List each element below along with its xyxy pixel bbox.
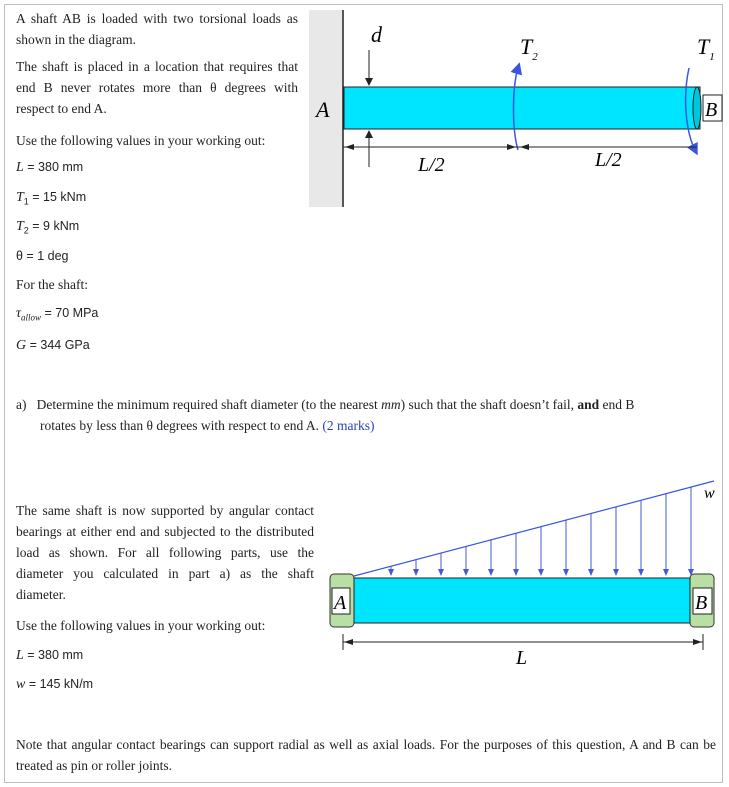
label-T1-sub: 1	[709, 51, 715, 63]
part2-paragraph: The same shaft is now supported by angular contact bearings at either end and subjected to the distributed load as shown. For all following parts, use the diameter you calculated in part a) as the shaft diameter.	[16, 503, 314, 602]
label-T2-main: T	[520, 34, 533, 59]
load-arrow-head	[563, 569, 569, 576]
var-subscript: allow	[21, 312, 42, 323]
label-w: w	[704, 485, 715, 502]
question-a-and: and	[577, 397, 600, 412]
var-value: = 15 kNm	[28, 190, 87, 204]
var-value: = 145 kN/m	[25, 677, 94, 691]
label-T2	[520, 34, 538, 63]
var-subscript: 2	[23, 225, 29, 236]
part2-use-values: Use the following values in your working out:	[16, 618, 266, 633]
label-L-half-1: L/2	[418, 154, 445, 176]
label-B-bearing: B	[695, 592, 708, 614]
dim-arrow-L-right	[693, 639, 702, 645]
shaft-body-2	[354, 578, 690, 623]
load-arrow-head	[638, 569, 644, 576]
label-L: L	[516, 647, 528, 669]
question-a-unit: mm	[381, 397, 401, 412]
given-theta	[16, 249, 68, 263]
question-a-line2: rotates by less than θ degrees with respect to end A.	[40, 418, 323, 433]
intro-paragraph-2: The shaft is placed in a location that requires that end B never rotates more than θ degrees with respect to end A.	[16, 59, 298, 116]
label-A-end: A	[316, 97, 330, 122]
given-tau-allow	[16, 306, 98, 323]
load-arrow-head	[388, 569, 394, 576]
var-value: = 380 mm	[23, 648, 84, 662]
intro-paragraph-3: Use the following values in your working out:	[16, 133, 266, 148]
load-arrow-head	[588, 569, 594, 576]
var-symbol: τ	[16, 306, 22, 321]
dim-arrow-L-left	[344, 639, 353, 645]
load-envelope	[354, 481, 714, 576]
var-symbol: G	[16, 338, 27, 353]
question-a-prefix: a)	[16, 397, 27, 412]
var-subscript: 1	[23, 196, 29, 207]
var-value: = 1 deg	[22, 249, 69, 263]
var-value: = 9 kNm	[28, 219, 80, 233]
given-G	[16, 338, 90, 354]
label-T1-main: T	[697, 34, 710, 59]
var-symbol: L	[16, 648, 24, 663]
var-symbol: T	[16, 219, 24, 234]
label-T2-sub: 2	[532, 51, 538, 63]
load-arrows	[388, 487, 694, 576]
label-L-half-2: L/2	[595, 149, 622, 171]
dim-arrow-left	[345, 144, 354, 150]
question-a-marks: (2 marks)	[322, 418, 375, 433]
question-a-line1c: end B	[599, 397, 635, 412]
load-arrow-head	[513, 569, 519, 576]
dim-arrow-mid-r	[520, 144, 529, 150]
var-value: = 70 MPa	[41, 306, 99, 320]
label-d: d	[371, 22, 382, 47]
torsion-diagram	[0, 0, 729, 240]
load-arrow-head	[488, 569, 494, 576]
var-symbol: T	[16, 190, 24, 205]
intro-paragraph-1: A shaft AB is loaded with two torsional loads as shown in the diagram.	[16, 11, 298, 47]
question-a-line1: Determine the minimum required shaft diameter (to the nearest	[36, 397, 382, 412]
load-arrow-head	[438, 569, 444, 576]
var-value: = 380 mm	[23, 160, 84, 174]
load-arrow-head	[538, 569, 544, 576]
note-paragraph: Note that angular contact bearings can support radial as well as axial loads. For the purposes of this question, A and B can be treated as pin or roller joints.	[16, 737, 716, 773]
load-arrow-head	[463, 569, 469, 576]
var-symbol: w	[16, 677, 26, 692]
load-arrow-head	[663, 569, 669, 576]
shaft-body	[344, 87, 700, 129]
for-shaft-heading: For the shaft:	[16, 277, 88, 292]
load-arrow-head	[413, 569, 419, 576]
label-B-end: B	[705, 99, 718, 121]
load-arrow-head	[613, 569, 619, 576]
question-a	[16, 394, 716, 436]
shaft-end-cap	[693, 87, 701, 129]
var-symbol: θ	[16, 249, 23, 263]
question-a-line1b: ) such that the shaft doesn’t fail,	[400, 397, 578, 412]
distributed-load-diagram	[0, 470, 729, 680]
var-value: = 344 GPa	[26, 338, 90, 352]
label-A-bearing: A	[334, 592, 347, 614]
label-T1	[697, 34, 715, 63]
dim-arrow-mid-l	[507, 144, 516, 150]
var-symbol: L	[16, 160, 24, 175]
